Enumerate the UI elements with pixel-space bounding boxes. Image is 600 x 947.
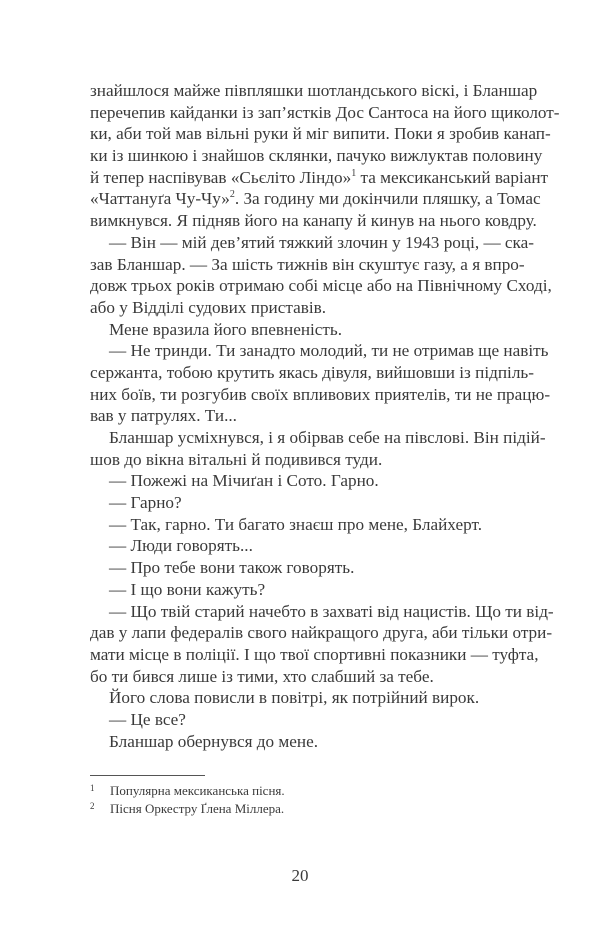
line-text: — Він — мій дев’ятий тяжкий злочин у 1943 році, — ска- — [109, 232, 535, 252]
line-text: — Що твій старий начебто в захваті від нацистів. Що ти від- — [109, 601, 554, 621]
line-text: — Про тебе вони також говорять. — [109, 558, 355, 578]
line-text: — Не тринди. Ти занадто молодий, ти не отримав ще навіть — [109, 341, 549, 361]
text-line — [90, 644, 539, 666]
text-line — [90, 731, 511, 753]
text-line — [90, 535, 511, 557]
footnote-text: Популярна мексиканська пісня. — [110, 783, 285, 798]
text-line — [90, 362, 534, 384]
line-text: перечепив кайданки із зап’ястків Дос Сантоса на його щиколот- — [90, 102, 560, 122]
text-line — [90, 666, 511, 688]
footnote-text: Пісня Оркестру Ґлена Міллера. — [110, 801, 285, 816]
line-text: вав у патрулях. Ти... — [90, 406, 237, 426]
text-line — [90, 470, 511, 492]
text-line — [90, 167, 549, 189]
line-text: Бланшар усміхнувся, і я обірвав себе на півслові. Він підій- — [109, 428, 546, 447]
line-text: вимкнувся. Я підняв його на канапу й кинув на нього ковдру. — [90, 211, 537, 231]
line-text: бо ти бився лише із тими, хто слабший за тебе. — [90, 666, 434, 686]
text-line — [90, 145, 543, 167]
footnote: 1 Популярна мексиканська пісня. — [90, 783, 285, 798]
text-line — [90, 514, 511, 536]
text-line — [90, 188, 541, 210]
line-text: й тепер наспівував «Сьєліто Ліндо» — [90, 167, 352, 187]
line-text: зав Бланшар. — За шість тижнів він скуштує газу, а я впро- — [90, 254, 525, 274]
footnote-ref: 1 — [351, 167, 357, 179]
page-number: 20 — [291, 866, 309, 885]
line-text: дав у лапи федералів свого найкращого друга, аби тільки отри- — [90, 623, 553, 643]
line-text: — Люди говорять... — [109, 536, 253, 556]
text-line — [90, 254, 525, 276]
line-text: — Гарно? — [109, 493, 182, 513]
footnotes — [90, 782, 511, 818]
text-line — [90, 492, 511, 514]
text-line — [90, 80, 538, 102]
text-line — [90, 622, 553, 644]
footnote-ref: 2 — [229, 189, 235, 201]
text-line — [90, 427, 546, 449]
text-line — [90, 557, 511, 579]
text-line — [90, 232, 535, 254]
line-text-after: та мексиканський варіант — [356, 167, 549, 187]
text-line — [90, 405, 511, 427]
line-text: «Чаттануґа Чу-Чу» — [90, 189, 230, 209]
line-text: мати місце в поліції. І що твої спортивні показники — туфта, — [90, 644, 539, 664]
line-text-after: . За годину ми докінчили пляшку, а Томас — [234, 189, 541, 209]
line-text: — Це все? — [109, 709, 186, 729]
text-line — [90, 275, 552, 297]
line-text: знайшлося майже півпляшки шотландського віскі, і Бланшар — [90, 81, 538, 100]
line-text: довж трьох років отримаю собі місце або на Північному Сході, — [90, 276, 552, 296]
text-line — [90, 340, 549, 362]
line-text: — Пожежі на Мічиґан і Сото. Гарно. — [109, 471, 379, 491]
line-text: ки із шинкою і знайшов склянки, пачуко вижлуктав половину — [90, 146, 543, 166]
line-text: шов до вікна вітальні й подивився туди. — [90, 449, 383, 469]
text-line — [90, 297, 511, 319]
text-line — [90, 579, 511, 601]
text-line — [90, 210, 537, 232]
line-text: Мене вразила його впевненість. — [109, 319, 343, 339]
line-text: — І що вони кажуть? — [109, 579, 266, 599]
text-line — [90, 384, 551, 406]
text-line — [90, 123, 551, 145]
line-text: Його слова повисли в повітрі, як потрійний вирок. — [109, 688, 480, 708]
text-line — [90, 319, 511, 341]
line-text: них боїв, ти розгубив своїх впливових приятелів, ти не працю- — [90, 384, 551, 404]
text-line — [90, 709, 511, 731]
text-line — [90, 102, 560, 124]
text-line — [90, 687, 511, 709]
line-text: Бланшар обернувся до мене. — [109, 731, 319, 751]
text-line — [90, 601, 554, 623]
line-text: сержанта, тобою крутить якась дівуля, вийшовши із підпіль- — [90, 362, 534, 382]
text-line — [90, 449, 511, 471]
line-text: або у Відділі судових приставів. — [90, 297, 327, 317]
page-body — [90, 80, 560, 752]
line-text: ки, аби той мав вільні руки й міг випити. Поки я зробив канап- — [90, 124, 551, 144]
footnote-separator — [90, 775, 205, 776]
footnote: 2 Пісня Оркестру Ґлена Міллера. — [90, 801, 285, 816]
line-text: — Так, гарно. Ти багато знаєш про мене, Блайхерт. — [109, 514, 482, 534]
